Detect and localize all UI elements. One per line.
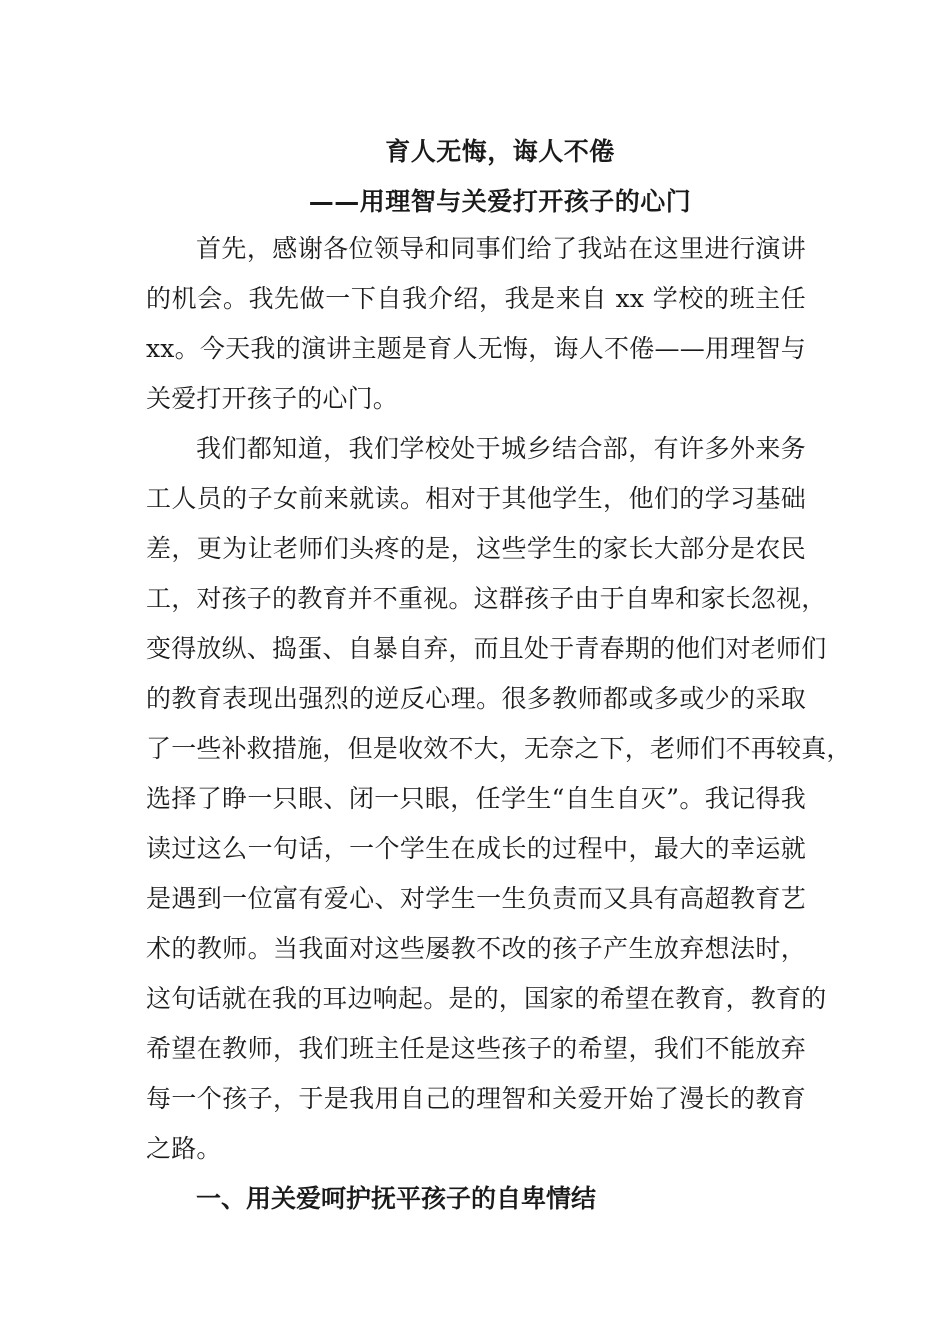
paragraph-line: 这句话就在我的耳边响起。是的，国家的希望在教育，教育的 (146, 984, 827, 1013)
paragraph-line: 希望在教师，我们班主任是这些孩子的希望，我们不能放弃 (146, 1034, 806, 1063)
paragraph-line: 工，对孩子的教育并不重视。这群孩子由于自卑和家长忽视， (146, 584, 827, 613)
paragraph-line: 选择了睁一只眼、闭一只眼，任学生“自生自灭”。我记得我 (146, 784, 806, 813)
paragraph-line: 每一个孩子，于是我用自己的理智和关爱开始了漫长的教育 (146, 1084, 806, 1113)
paragraph-line: 的机会。我先做一下自我介绍，我是来自 xx 学校的班主任 (146, 284, 806, 313)
paragraph-line: 关爱打开孩子的心门。 (146, 384, 399, 413)
document-subtitle: ——用理智与关爱打开孩子的心门 (308, 187, 692, 216)
paragraph-line: 的教育表现出强烈的逆反心理。很多教师都或多或少的采取 (146, 684, 806, 713)
paragraph-line: 我们都知道，我们学校处于城乡结合部，有许多外来务 (196, 434, 806, 463)
document-title: 育人无悔，诲人不倦 (385, 137, 615, 166)
paragraph-line: 首先，感谢各位领导和同事们给了我站在这里进行演讲 (196, 234, 806, 263)
paragraph-line: xx。今天我的演讲主题是育人无悔，诲人不倦——用理智与 (146, 334, 806, 363)
paragraph-line: 是遇到一位富有爱心、对学生一生负责而又具有高超教育艺 (146, 884, 806, 913)
paragraph-line: 术的教师。当我面对这些屡教不改的孩子产生放弃想法时， (146, 934, 806, 963)
section-heading: 一、用关爱呵护抚平孩子的自卑情结 (196, 1184, 597, 1213)
paragraph-line: 读过这么一句话，一个学生在成长的过程中，最大的幸运就 (146, 834, 806, 863)
paragraph-line: 差，更为让老师们头疼的是，这些学生的家长大部分是农民 (146, 534, 806, 563)
paragraph-line: 变得放纵、捣蛋、自暴自弃，而且处于青春期的他们对老师们 (146, 634, 827, 663)
paragraph-line: 之路。 (146, 1134, 222, 1163)
paragraph-line: 工人员的子女前来就读。相对于其他学生，他们的学习基础 (146, 484, 806, 513)
paragraph-line: 了一些补救措施，但是收效不大，无奈之下，老师们不再较真， (146, 734, 852, 763)
